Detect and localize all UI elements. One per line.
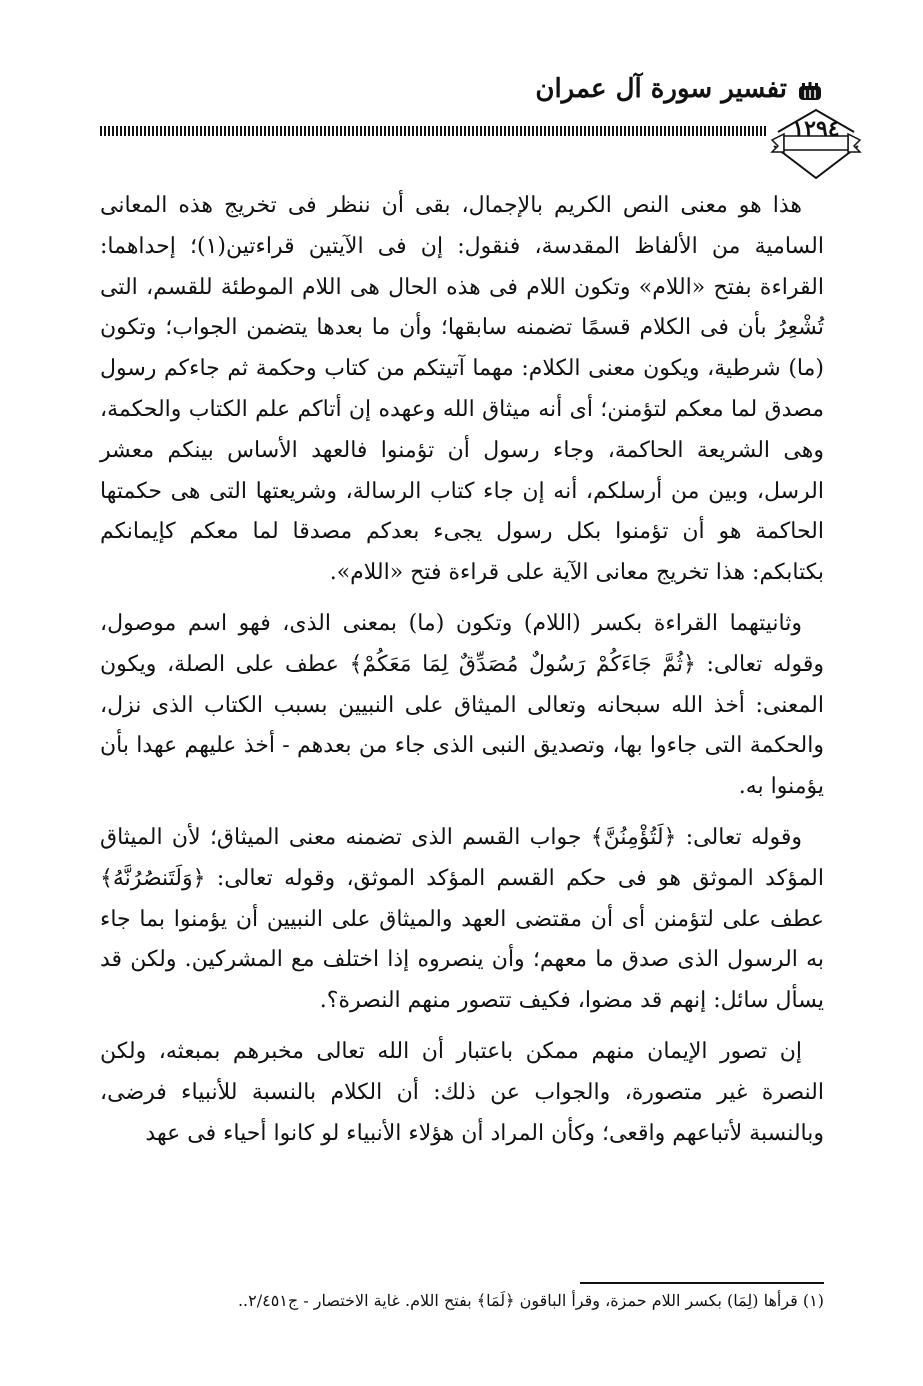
header-rule	[100, 126, 768, 136]
main-text	[100, 186, 824, 1154]
paragraph: وقوله تعالى: ﴿لَتُؤْمِنُنَّ﴾ جواب القسم الذى تضمنه معنى الميثاق؛ لأن الميثاق المؤكد الموثق هو فى حكم القسم المؤكد الموثق، وقوله تعالى: ﴿وَلَتَنصُرُنَّهُ﴾ عطف على لتؤمنن أى أن مقتضى العهد والميثاق على النبيين أن يؤمنوا بما جاء به الرسول الذى صدق ما معهم؛ وأن ينصروه إذا اختلف مع المشركين. ولكن قد يسأل سائل: إنهم قد مضوا، فكيف تتصور منهم النصرة؟.	[100, 824, 824, 1014]
ornament-icon	[797, 82, 823, 102]
footnote: (١) قرأها (لِمَا) بكسر اللام حمزة، وقرأ الباقون ﴿لَمَا﴾ بفتح اللام. غاية الاختصار - ج٢/٤٥١..	[237, 1291, 824, 1310]
running-header	[103, 68, 823, 108]
paragraph: هذا هو معنى النص الكريم بالإجمال، بقى أن ننظر فى تخريج هذه المعانى السامية من الألفاظ المقدسة، فنقول: إن فى الآيتين قراءتين(١)؛ إحداهما: القراءة بفتح «اللام» وتكون اللام فى هذه الحال هى اللام الموطئة للقسم، التى تُشْعِرُ بأن فى الكلام قسمًا تضمنه سابقها؛ وأن ما بعدها يتضمن الجواب؛ وتكون (ما) شرطية، ويكون معنى الكلام: مهما آتيتكم من كتاب وحكمة ثم جاءكم رسول مصدق لما معكم لتؤمنن؛ أى أنه ميثاق الله وعهده إن أتاكم علم الكتاب والحكمة، وهى الشريعة الحاكمة، وجاء رسول أن تؤمنوا فالعهد الأساس بينكم معشر الرسل، وبين من أرسلكم، أنه إن جاء كتاب الرسالة، وشريعتها التى هى حكمتها الحاكمة هو أن تؤمنوا بكل رسول يجىء بعدكم مصدقا لما معكم كإيمانكم بكتابكم: هذا تخريج معانى الآية على قراءة فتح «اللام».	[100, 193, 824, 586]
footnote-rule	[580, 1282, 824, 1284]
paragraph: إن تصور الإيمان منهم ممكن باعتبار أن الله تعالى مخبرهم بمبعثه، ولكن النصرة غير متصورة، والجواب عن ذلك: أن الكلام بالنسبة للأنبياء فرضى، وبالنسبة لأتباعهم واقعى؛ وكأن المراد أن هؤلاء الأنبياء لو كانوا أحياء فى عهد	[100, 1038, 824, 1146]
running-title: تفسير سورة آل عمران	[535, 74, 787, 104]
page-number-badge	[770, 108, 862, 180]
paragraph: وثانيتهما القراءة بكسر (اللام) وتكون (ما) بمعنى الذى، فهو اسم موصول، وقوله تعالى: ﴿ثُمَّ جَاءَكُمْ رَسُولٌ مُصَدِّقٌ لِمَا مَعَكُمْ﴾ عطف على الصلة، ويكون المعنى: أخذ الله سبحانه وتعالى الميثاق على النبيين بسبب الكتاب الذى نزل، والحكمة التى جاءوا بها، وتصديق النبى الذى جاء من بعدهم - أخذ عليهم عهدا بأن يؤمنوا به.	[100, 610, 824, 800]
page-number: ١٢٩٤	[792, 116, 840, 142]
